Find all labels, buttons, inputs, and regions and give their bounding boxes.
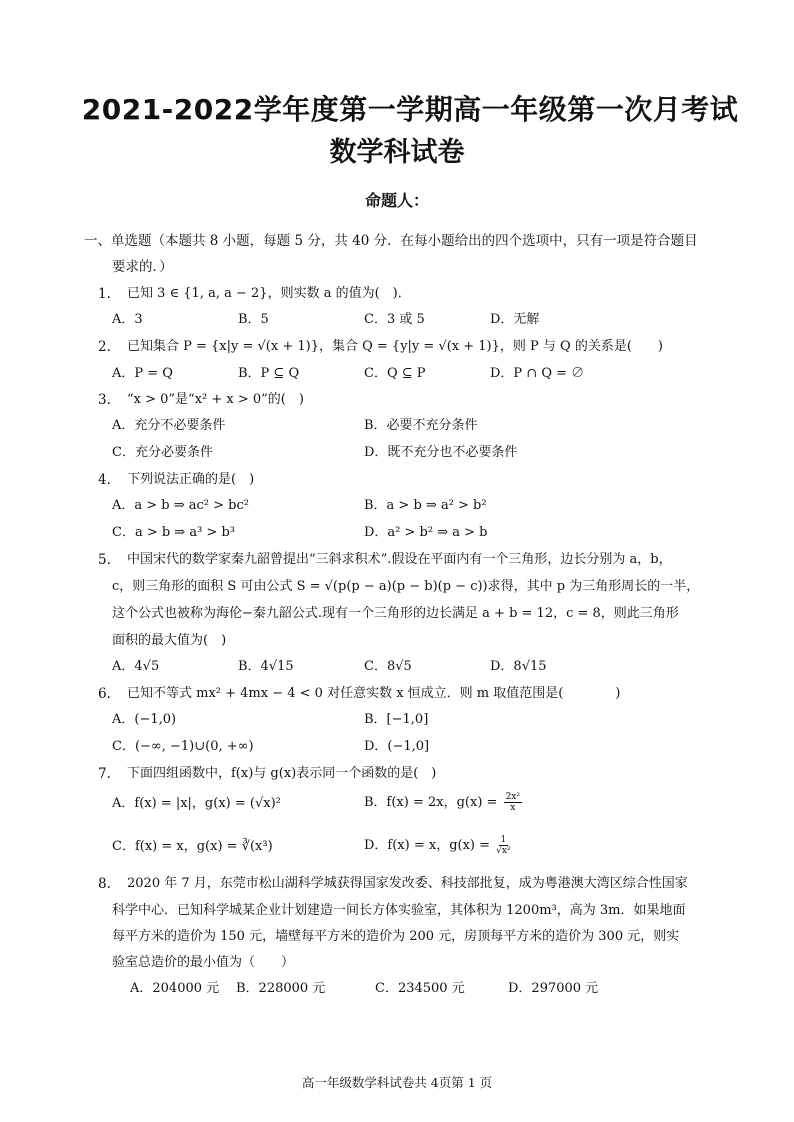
q8-number: 8. [98, 876, 111, 892]
q8-option-c: C．234500 元 [375, 981, 465, 996]
q3-option-a: A．充分不必要条件 [112, 418, 226, 433]
q6-option-b: B．[−1,0] [364, 712, 429, 727]
q1-option-d: D．无解 [490, 312, 540, 327]
q3-number: 3. [98, 392, 111, 408]
q8-option-d: D．297000 元 [508, 981, 599, 996]
q7-option-b [364, 792, 522, 813]
q7-option-b-numerator: 2x² [505, 792, 520, 802]
q6-option-c: C．(−∞, −1)∪(0, +∞) [112, 739, 254, 754]
section-intro-line2: 要求的．） [112, 259, 173, 275]
exam-subtitle: 数学科试卷 [329, 137, 465, 168]
q4-option-b: B．a > b ⇒ a² > b² [364, 498, 487, 513]
q8-line2: 科学中心．已知科学城某企业计划建造一间长方体实验室，其体积为 1200m³，高为 3m．如果地面 [112, 903, 686, 918]
q6-number: 6. [98, 686, 111, 702]
q5-line2: c，则三角形的面积 S 可由公式 S = √(p(p − a)(p − b)(p − c))求得，其中 p 为三角形周长的一半， [112, 579, 700, 594]
q7-option-d-numerator: 1 [500, 835, 507, 845]
q7-stem: 下面四组函数中，f(x)与 g(x)表示同一个函数的是( ) [127, 766, 437, 781]
q4-stem: 下列说法正确的是( ) [127, 472, 255, 487]
q4-option-c: C．a > b ⇒ a³ > b³ [112, 525, 235, 540]
q4-number: 4. [98, 472, 111, 488]
q7-option-b-denominator: x [510, 803, 516, 813]
q1-number: 1. [98, 286, 111, 302]
q5-line3: 这个公式也被称为海伦−秦九韶公式.现有一个三角形的边长满足 a + b = 12，c = 8，则此三角形 [112, 606, 679, 621]
q5-line1: 中国宋代的数学家秦九韶曾提出“三斜求积术”.假设在平面内有一个三角形，边长分别为 a，b， [127, 552, 672, 567]
page-footer: 高一年级数学科试卷共 4页第 1 页 [301, 1075, 493, 1090]
q8-option-a: A．204000 元 [130, 981, 220, 996]
q5-line4: 面积的最大值为( ) [112, 633, 227, 648]
q7-option-a: A．f(x) = |x|，g(x) = (√x)² [112, 796, 281, 811]
q2-option-d: D．P ∩ Q = ∅ [490, 366, 585, 381]
q8-line1: 2020 年 7 月，东莞市松山湖科学城获得国家发改委、科技部批复，成为粤港澳大湾区综合性国家 [127, 876, 688, 891]
q1-option-b: B．5 [238, 312, 269, 327]
q5-option-b: B．4√15 [238, 659, 294, 674]
q7-number: 7. [98, 766, 111, 782]
q6-stem: 已知不等式 mx² + 4mx − 4 < 0 对任意实数 x 恒成立．则 m 取值范围是( ) [127, 686, 621, 701]
q1-option-a: A．3 [112, 312, 143, 327]
q2-stem: 已知集合 P = {x|y = √(x + 1)}，集合 Q = {y|y = √(x + 1)}，则 P 与 Q 的关系是( ) [127, 339, 663, 354]
q1-option-c: C．3 或 5 [364, 312, 425, 327]
q8-line3: 每平方米的造价为 150 元，墙壁每平方米的造价为 200 元，房顶每平方米的造价为 300 元，则实 [112, 929, 680, 944]
q4-option-d: D．a² > b² ⇒ a > b [364, 525, 488, 540]
q5-option-d: D．8√15 [490, 659, 547, 674]
q5-option-a: A．4√5 [112, 659, 160, 674]
q2-option-b: B．P ⊆ Q [238, 366, 300, 381]
q7-option-d-denominator: √x² [496, 846, 511, 856]
q7-option-c: C．f(x) = x，g(x) = ∛(x³) [112, 839, 273, 854]
section-intro-line1: 一、单选题（本题共 8 小题，每题 5 分，共 40 分．在每小题给出的四个选项中，只有一项是符合题目 [84, 233, 698, 249]
author-label: 命题人： [364, 191, 429, 210]
q4-option-a: A．a > b ⇒ ac² > bc² [112, 498, 249, 513]
q8-option-b: B．228000 元 [236, 981, 326, 996]
q7-option-b-fraction [504, 792, 522, 813]
q1-stem: 已知 3 ∈ {1, a, a − 2}，则实数 a 的值为( )． [127, 286, 411, 301]
q7-option-d-fraction [496, 835, 510, 856]
q3-option-c: C．充分必要条件 [112, 445, 213, 460]
q6-option-d: D．(−1,0] [364, 739, 430, 754]
q5-option-c: C．8√5 [364, 659, 412, 674]
q8-line4: 验室总造价的最小值为（ ） [112, 955, 295, 970]
q5-number: 5. [98, 552, 111, 568]
q6-option-a: A．(−1,0) [112, 712, 177, 727]
q2-number: 2. [98, 339, 111, 355]
q7-option-d [364, 835, 511, 856]
q7-option-b-text: B．f(x) = 2x，g(x) = [364, 795, 498, 810]
q2-option-c: C．Q ⊆ P [364, 366, 426, 381]
q3-option-d: D．既不充分也不必要条件 [364, 445, 518, 460]
q2-option-a: A．P = Q [112, 366, 173, 381]
q3-option-b: B．必要不充分条件 [364, 418, 478, 433]
q3-stem: “x > 0”是“x² + x > 0”的( ) [127, 392, 304, 407]
exam-title: 2021-2022学年度第一学期高一年级第一次月考试 [81, 93, 739, 126]
q7-option-d-text: D．f(x) = x，g(x) = [364, 838, 491, 853]
